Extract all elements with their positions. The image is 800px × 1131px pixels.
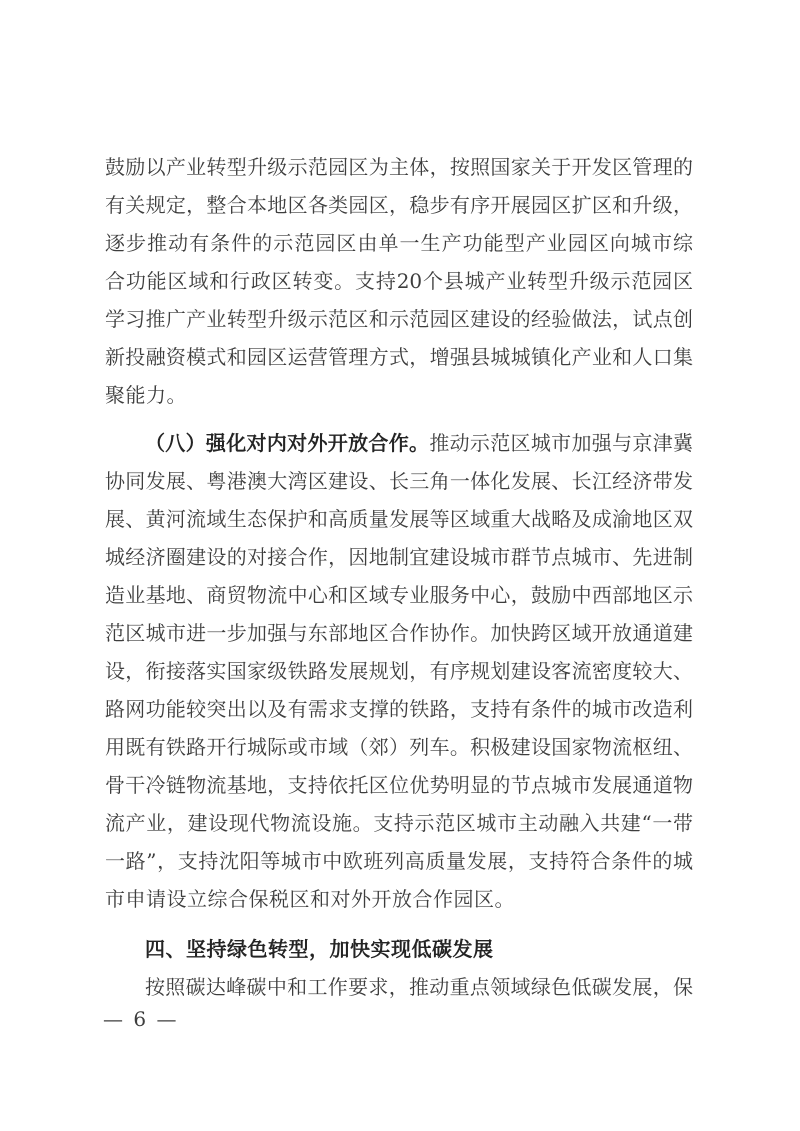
bold-text-run: 四、坚持绿色转型，加快实现低碳发展 [145, 937, 494, 961]
text-line [105, 262, 693, 300]
text-line [105, 148, 693, 186]
text-run: 学习推广产业转型升级示范区和示范园区建设的经验做法，试点创 [105, 307, 693, 331]
text-run: 聚能力。 [105, 383, 187, 407]
bold-text-run: （八）强化对内对外开放合作。 [145, 431, 430, 455]
text-run: 路网功能较突出以及有需求支撑的铁路，支持有条件的城市改造利 [105, 697, 693, 721]
text-run: 有关规定，整合本地区各类园区，稳步有序开展园区扩区和升级， [105, 193, 693, 217]
text-run: 流产业，建设现代物流设施。支持示范区城市主动融入共建“一带 [105, 811, 693, 835]
text-run: 新投融资模式和园区运营管理方式，增强县城城镇化产业和人口集 [105, 345, 693, 369]
text-line [105, 804, 693, 842]
text-run: 展、黄河流域生态保护和高质量发展等区域重大战略及成渝地区双 [105, 507, 693, 531]
document-body [105, 148, 693, 1006]
text-run: 市申请设立综合保税区和对外开放合作园区。 [105, 887, 515, 911]
paragraph-green-transition [105, 968, 693, 1006]
text-run: 按照碳达峰碳中和工作要求，推动重点领域绿色低碳发展，保 [145, 975, 693, 999]
text-line [105, 338, 693, 376]
text-line [105, 500, 693, 538]
text-line [105, 690, 693, 728]
text-run: 城经济圈建设的对接合作，因地制宜建设城市群节点城市、先进制 [105, 545, 693, 569]
text-line [105, 968, 693, 1006]
text-line [105, 728, 693, 766]
text-line [105, 576, 693, 614]
page-number: — 6 — [103, 1007, 179, 1031]
text-run: 逐步推动有条件的示范园区由单一生产功能型产业园区向城市综 [105, 231, 693, 255]
text-run: 骨干冷链物流基地，支持依托区位优势明显的节点城市发展通道物 [105, 773, 693, 797]
text-run: 合功能区域和行政区转变。支持20个县城产业转型升级示范园区 [105, 269, 693, 293]
text-run: 造业基地、商贸物流中心和区域专业服务中心，鼓励中西部地区示 [105, 583, 693, 607]
text-line [105, 224, 693, 262]
text-line [105, 652, 693, 690]
section-heading [105, 930, 693, 968]
text-line [105, 462, 693, 500]
text-line [105, 842, 693, 880]
text-run: 用既有铁路开行城际或市域（郊）列车。积极建设国家物流枢纽、 [105, 735, 693, 759]
paragraph-continuation [105, 148, 693, 414]
text-line [105, 766, 693, 804]
paragraph-item-eight [105, 424, 693, 918]
text-run: 一路”，支持沈阳等城市中欧班列高质量发展，支持符合条件的城 [105, 849, 693, 873]
text-line [105, 300, 693, 338]
text-line [105, 186, 693, 224]
text-run: 协同发展、粤港澳大湾区建设、长三角一体化发展、长江经济带发 [105, 469, 693, 493]
text-line [105, 538, 693, 576]
text-run: 推动示范区城市加强与京津冀 [429, 431, 693, 455]
text-run: 范区城市进一步加强与东部地区合作协作。加快跨区域开放通道建 [105, 621, 693, 645]
text-line [105, 930, 693, 968]
text-line [105, 614, 693, 652]
text-line [105, 424, 693, 462]
text-run: 设，衔接落实国家级铁路发展规划，有序规划建设客流密度较大、 [105, 659, 693, 683]
text-run: 鼓励以产业转型升级示范园区为主体，按照国家关于开发区管理的 [105, 155, 693, 179]
text-line [105, 880, 693, 918]
text-line [105, 376, 693, 414]
